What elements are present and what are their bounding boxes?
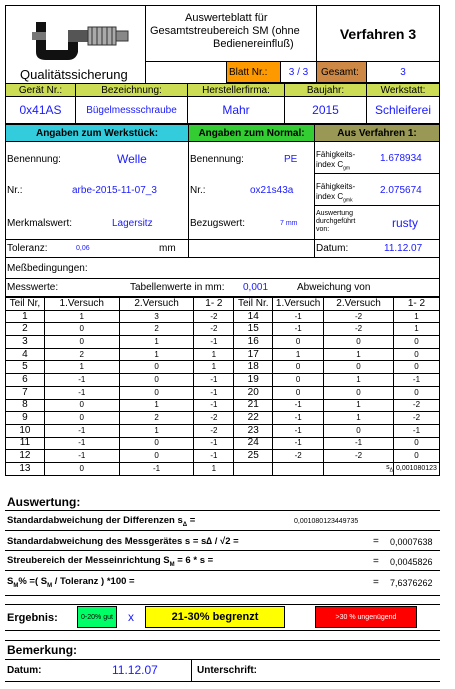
table-row [6, 386, 440, 399]
part-number: 1 [6, 310, 45, 323]
measurement-value: 1 [119, 348, 194, 361]
table-row [6, 412, 440, 425]
table-values-label: Tabellenwerte in mm: [130, 282, 225, 293]
measurement-value: -2 [194, 310, 234, 323]
measurement-value: -1 [194, 386, 234, 399]
eval-line1-value: 0,001080123449735 [294, 518, 359, 525]
part-number: 14 [234, 310, 273, 323]
measurement-value: 3 [119, 310, 194, 323]
part-number: 2 [6, 323, 45, 336]
measurement-value: -1 [44, 386, 119, 399]
year-header: Baujahr: [284, 83, 367, 97]
normal-nr-value: ox21s43a [250, 185, 294, 196]
result-limited: 21-30% begrenzt [145, 606, 285, 628]
sheet-title-line2: Gesamtstreubereich SM (ohne [150, 25, 300, 37]
column-header: 1- 2 [194, 298, 234, 311]
sheet-number-value: 3 / 3 [280, 61, 317, 83]
normal-name-label: Benennung: [190, 154, 244, 165]
part-number: 6 [6, 374, 45, 387]
column-header: Teil Nr, [6, 298, 45, 311]
workshop-header: Werkstatt: [366, 83, 440, 97]
measurement-value: -1 [194, 399, 234, 412]
eval-line3-value: 0,0045826 [390, 557, 433, 567]
part-number: 22 [234, 412, 273, 425]
result-label: Ergebnis: [7, 612, 58, 624]
sheet-number-label: Blatt Nr.: [226, 61, 281, 83]
measurement-value: 0 [44, 399, 119, 412]
measurement-value: 0 [44, 462, 119, 475]
measurement-value: -1 [273, 437, 324, 450]
empty-cell [273, 462, 324, 475]
device-no-value: 0x41AS [5, 96, 76, 124]
part-number: 24 [234, 437, 273, 450]
part-number: 4 [6, 348, 45, 361]
empty-cell [234, 462, 273, 475]
eval-line2-value: 0,0007638 [390, 537, 433, 547]
measurement-value: 0 [44, 412, 119, 425]
measurement-value: -1 [194, 437, 234, 450]
cg-value: 1.678934 [380, 153, 422, 164]
signature-label: Unterschrift: [197, 665, 258, 676]
measurement-value: 0 [119, 361, 194, 374]
measurement-value: -2 [273, 450, 324, 463]
remark-date-label: Datum: [7, 665, 42, 676]
workpiece-nr-label: Nr.: [7, 185, 23, 196]
measurement-value: 1 [44, 361, 119, 374]
remark-label: Bemerkung: [7, 643, 78, 657]
part-number: 15 [234, 323, 273, 336]
table-row [6, 361, 440, 374]
column-header: 1- 2 [393, 298, 439, 311]
values-label: Messwerte: [7, 282, 59, 293]
measurement-value: -2 [324, 450, 394, 463]
eval-line2-label: Standardabweichung des Messgerätes s = s∆ / √2 = [7, 536, 239, 547]
column-header: 1.Versuch [273, 298, 324, 311]
measurement-value: 1 [324, 399, 394, 412]
procedure-date-label: Datum: [316, 243, 349, 254]
measurement-value: 0 [273, 386, 324, 399]
eval-line3-label: Streubereich der Messeinrichtung $S_M = 6 * s$ = [7, 555, 214, 568]
measurement-value: 0 [324, 336, 394, 349]
measurement-value: -2 [194, 412, 234, 425]
measurement-value: 0 [44, 336, 119, 349]
measurement-value: 0 [393, 348, 439, 361]
part-number: 18 [234, 361, 273, 374]
evaluation-title: Auswertung: [7, 495, 81, 509]
measurement-table [5, 297, 440, 476]
cg-label: Fähigkeits- index $C_{gm}$ [316, 150, 356, 172]
result-mark: x [128, 610, 134, 624]
part-number: 23 [234, 424, 273, 437]
measurement-value: 0 [393, 361, 439, 374]
column-header: 1.Versuch [44, 298, 119, 311]
quality-label: Qualitätssicherung [20, 67, 128, 82]
measurement-value: -1 [273, 323, 324, 336]
measurement-value: 1 [194, 361, 234, 374]
table-row [6, 336, 440, 349]
table-header-row [6, 298, 440, 311]
measurement-value: 0 [393, 437, 439, 450]
measurement-value: 1 [393, 323, 439, 336]
measurement-value: 1 [119, 424, 194, 437]
manufacturer-header: Herstellerfirma: [187, 83, 285, 97]
workpiece-name-label: Benennung: [7, 154, 61, 165]
cgk-label: Fähigkeits- index $C_{gmk}$ [316, 182, 356, 204]
table-row [6, 374, 440, 387]
measurement-value: 1 [324, 348, 394, 361]
reference-value: 7 mm [280, 220, 298, 227]
measurement-value: 1 [119, 336, 194, 349]
measurement-value: -1 [44, 424, 119, 437]
measurement-value: 1 [194, 462, 234, 475]
measurement-value: 2 [119, 412, 194, 425]
device-no-header: Gerät Nr.: [5, 83, 76, 97]
part-number: 25 [234, 450, 273, 463]
device-name-value: Bügelmessschraube [75, 96, 188, 124]
measurement-value: 0 [273, 361, 324, 374]
measurement-value: 0 [119, 437, 194, 450]
measurement-value: 0 [393, 386, 439, 399]
measurement-value: -1 [119, 462, 194, 475]
measurement-value: -1 [44, 450, 119, 463]
measurement-value: 1 [273, 348, 324, 361]
part-number: 5 [6, 361, 45, 374]
measurement-value: 0 [273, 336, 324, 349]
tolerance-value: 0,06 [76, 245, 90, 252]
result-bad: >30 % ungenügend [315, 606, 417, 628]
measurement-value: -1 [273, 399, 324, 412]
measurement-value: 0 [393, 450, 439, 463]
part-number: 16 [234, 336, 273, 349]
eval-line2-eq: = [373, 536, 379, 547]
measurement-value: -2 [324, 323, 394, 336]
procedure-date-value: 11.12.07 [384, 243, 423, 254]
procedure1-section-header: Aus Verfahren 1: [314, 124, 440, 142]
remark-date-value: 11.12.07 [112, 663, 158, 677]
table-row [6, 310, 440, 323]
workshop-value: Schleiferei [366, 96, 440, 124]
measurement-value: -2 [393, 412, 439, 425]
measurement-value: -1 [44, 437, 119, 450]
measurement-value: 0 [44, 323, 119, 336]
table-row [6, 399, 440, 412]
conditions-label: Meßbedingungen: [7, 263, 88, 274]
part-number: 11 [6, 437, 45, 450]
workpiece-section-header: Angaben zum Werkstück: [5, 124, 189, 142]
device-name-header: Bezeichnung: [75, 83, 188, 97]
measurement-value: 1 [393, 310, 439, 323]
measurement-value: -1 [273, 424, 324, 437]
table-row [6, 348, 440, 361]
measurement-value: -1 [44, 374, 119, 387]
evaluated-by-label: Auswertung durchgeführt von: [316, 210, 356, 233]
sheet-title-line1: Auswerteblatt für [185, 12, 268, 24]
part-number: 10 [6, 424, 45, 437]
column-header: 2.Versuch [119, 298, 194, 311]
measurement-value: -1 [194, 374, 234, 387]
normal-section-header: Angaben zum Normal: [188, 124, 315, 142]
total-label: Gesamt: [316, 61, 367, 83]
measurement-value: -2 [393, 399, 439, 412]
measurement-value: 1 [44, 310, 119, 323]
part-number: 13 [6, 462, 45, 475]
cgk-value: 2.075674 [380, 185, 422, 196]
eval-line1-label: Standardabweichung der Differenzen $s_\Delta$ = [7, 515, 196, 528]
measurement-value: 2 [119, 323, 194, 336]
workpiece-nr-value: arbe-2015-11-07_3 [72, 185, 157, 196]
eval-line4-value: 7,6376262 [390, 578, 433, 588]
procedure-title: Verfahren 3 [316, 5, 440, 62]
feature-label: Merkmalswert: [7, 218, 73, 229]
measurement-value: 0 [273, 374, 324, 387]
part-number: 9 [6, 412, 45, 425]
measurement-value: 2 [44, 348, 119, 361]
part-number: 12 [6, 450, 45, 463]
part-number: 20 [234, 386, 273, 399]
table-row [6, 462, 440, 475]
measurement-value: 0 [119, 374, 194, 387]
column-header: Teil Nr. [234, 298, 273, 311]
table-row [6, 424, 440, 437]
measurement-value: -2 [194, 424, 234, 437]
result-good: 0-20% gut [77, 606, 117, 628]
measurement-value: -1 [324, 437, 394, 450]
eval-line4-label: $S_M\%$ =( $S_M$ / Toleranz ) *100 = [7, 576, 135, 589]
tolerance-label: Toleranz: [7, 243, 48, 254]
measurement-value: -1 [273, 310, 324, 323]
measurement-value: -1 [194, 336, 234, 349]
part-number: 21 [234, 399, 273, 412]
reference-label: Bezugswert: [190, 218, 246, 229]
measurement-value: -2 [324, 310, 394, 323]
measurement-value: 1 [194, 348, 234, 361]
measurement-value: 1 [324, 374, 394, 387]
measurement-value: 0 [119, 386, 194, 399]
tolerance-unit: mm [159, 243, 176, 254]
eval-line4-eq: = [373, 577, 379, 588]
table-row [6, 323, 440, 336]
deviation-label: Abweichung von [297, 282, 371, 293]
normal-nr-label: Nr.: [190, 185, 206, 196]
part-number: 7 [6, 386, 45, 399]
measurement-value: -1 [273, 412, 324, 425]
manufacturer-value: Mahr [187, 96, 285, 124]
measurement-value: 0 [324, 361, 394, 374]
sdelta-label: $s_\Delta$ [324, 462, 394, 475]
feature-value: Lagersitz [112, 218, 153, 229]
measurement-value: -1 [194, 450, 234, 463]
measurement-value: 0 [324, 386, 394, 399]
table-row [6, 437, 440, 450]
measurement-value: -1 [393, 424, 439, 437]
logo-box [5, 5, 146, 85]
part-number: 8 [6, 399, 45, 412]
workpiece-name-value: Welle [117, 152, 147, 166]
measurement-value: 0 [324, 424, 394, 437]
part-number: 3 [6, 336, 45, 349]
measurement-value: -2 [194, 323, 234, 336]
part-number: 17 [234, 348, 273, 361]
measurement-value: 1 [119, 399, 194, 412]
table-values-value: 0,001 [243, 282, 269, 293]
measurement-value: 0 [393, 336, 439, 349]
normal-name-value: PE [284, 154, 298, 165]
column-header: 2.Versuch [324, 298, 394, 311]
table-row [6, 450, 440, 463]
measurement-value: 1 [324, 412, 394, 425]
sheet-title-line3: Bedienereinfluß) [213, 38, 294, 50]
year-value: 2015 [284, 96, 367, 124]
micrometer-icon [22, 12, 132, 64]
sdelta-value: 0,001080123 [393, 462, 439, 475]
measurement-value: 0 [119, 450, 194, 463]
part-number: 19 [234, 374, 273, 387]
evaluated-by-value: rusty [392, 216, 419, 230]
measurement-value: -1 [393, 374, 439, 387]
eval-line3-eq: = [373, 556, 379, 567]
total-value: 3 [366, 61, 440, 83]
